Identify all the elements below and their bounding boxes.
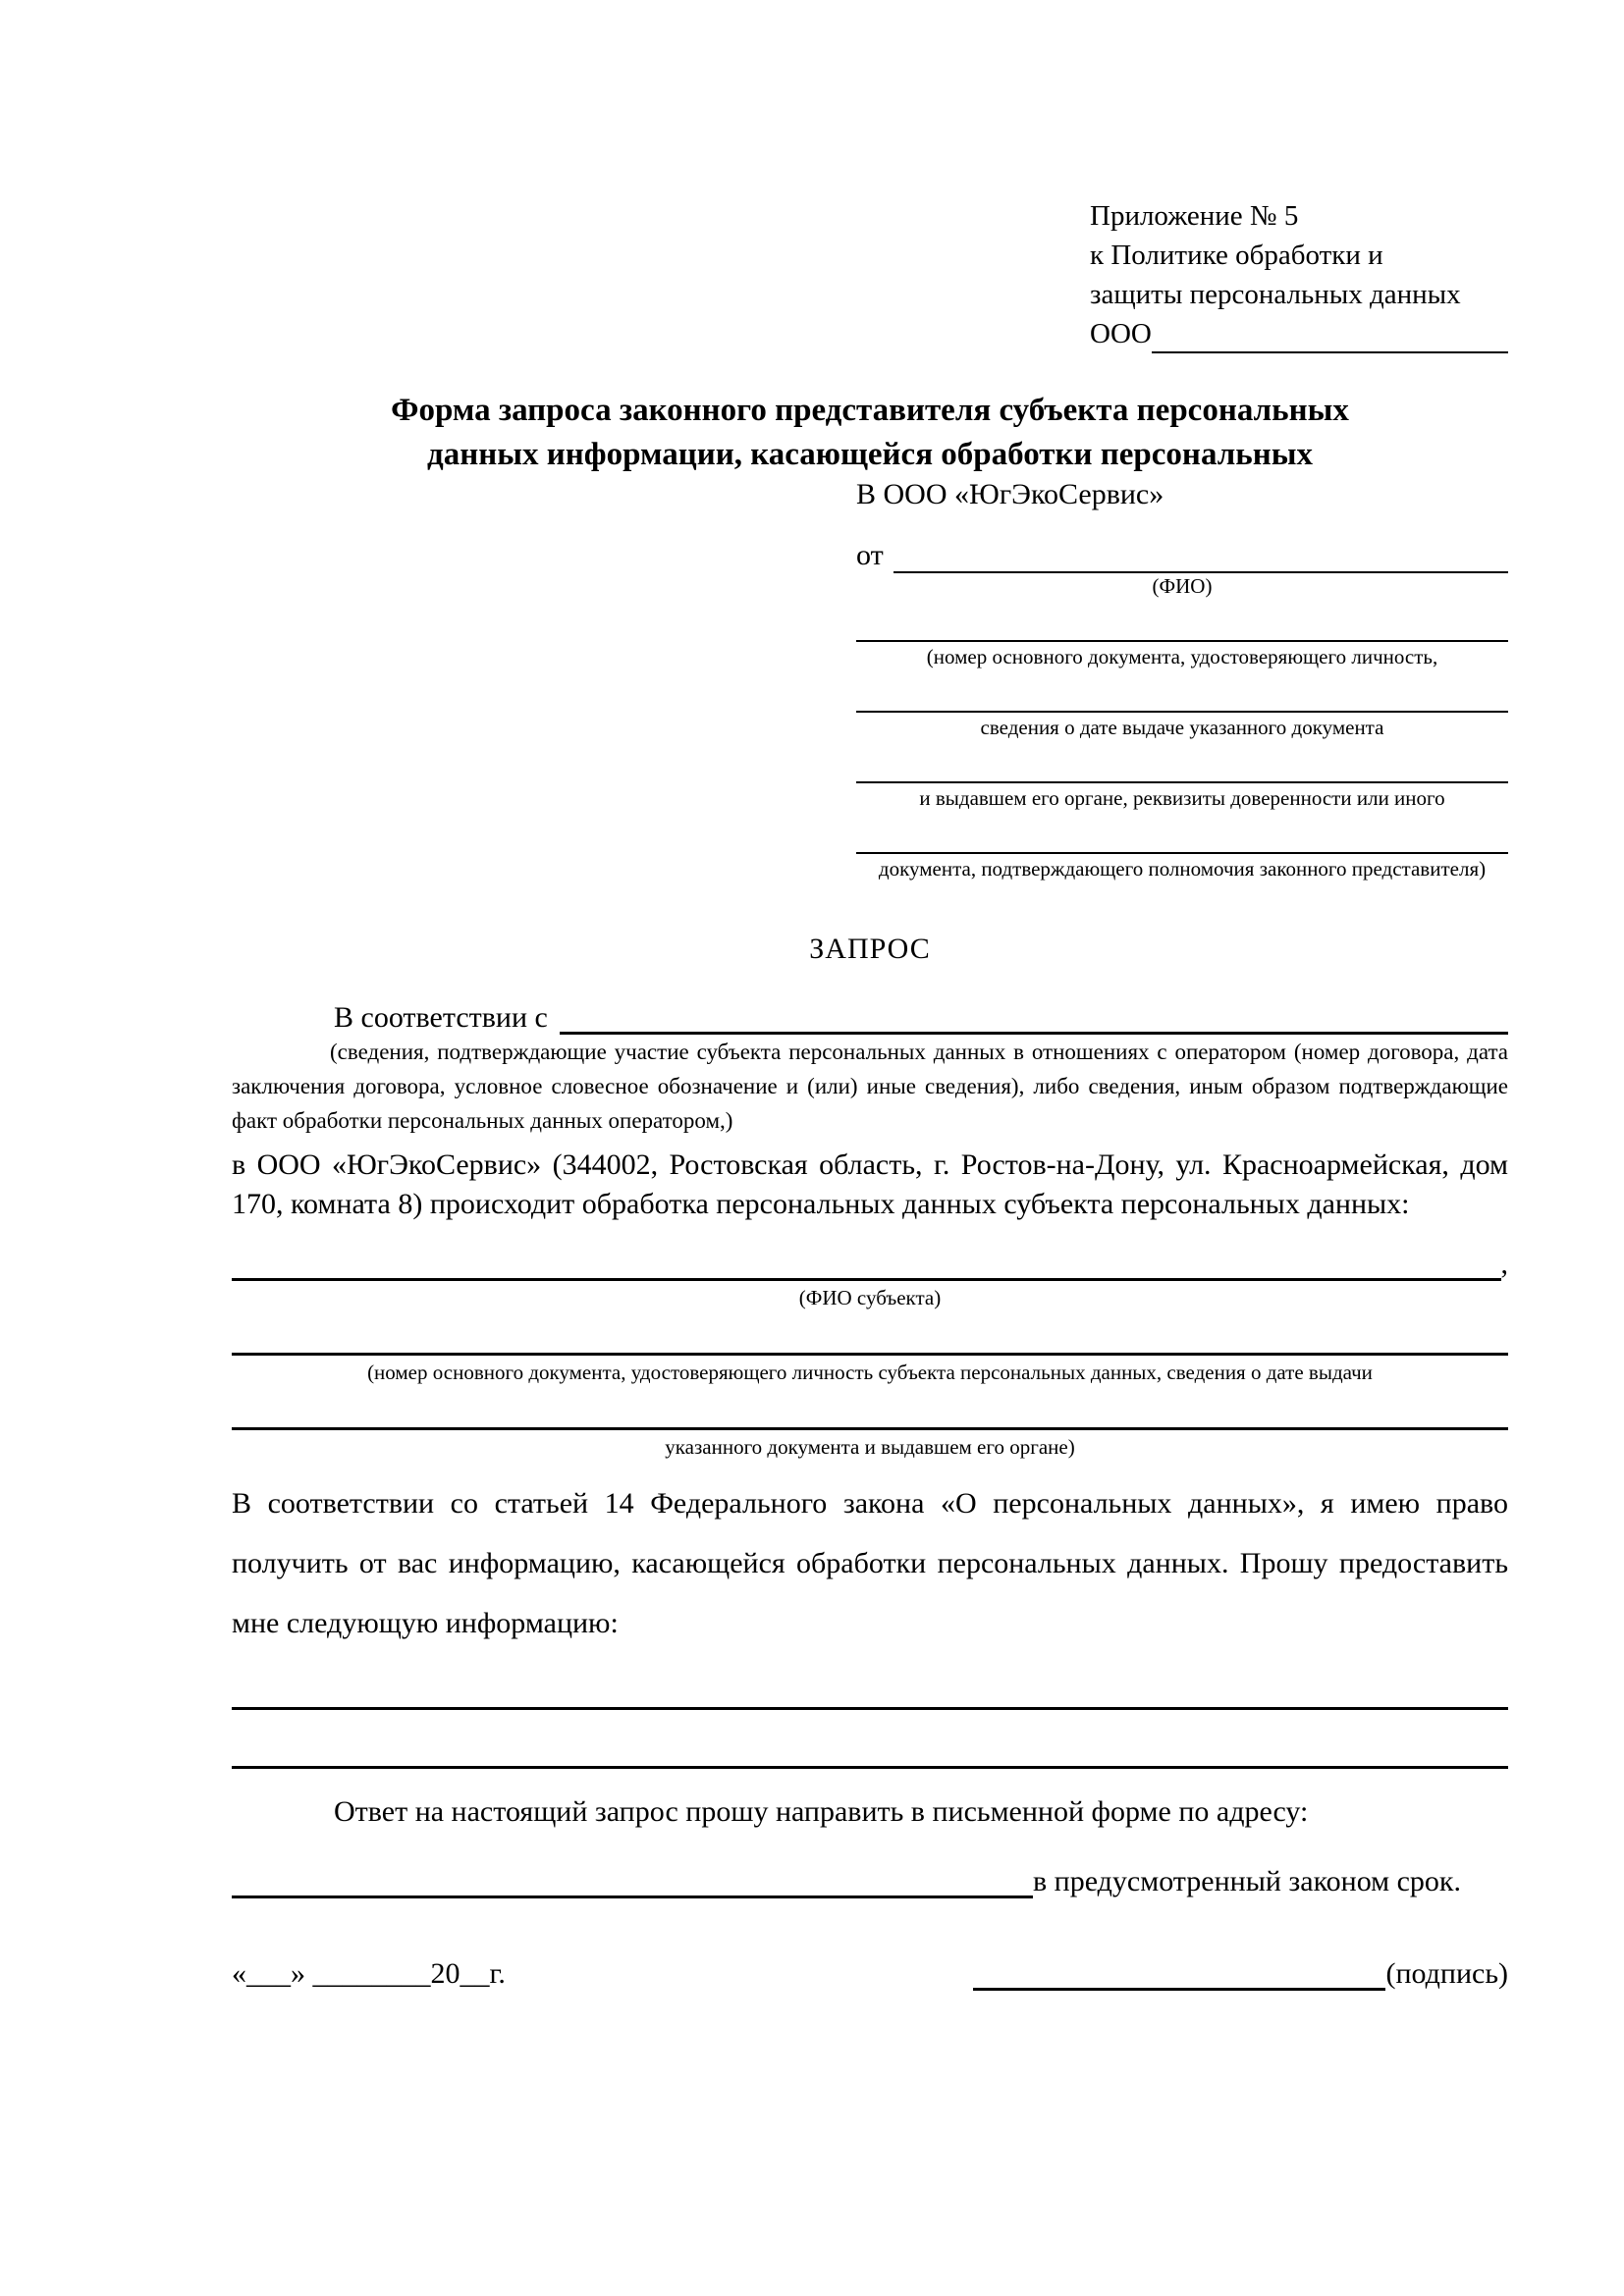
addressee-block: [856, 477, 1508, 881]
request-heading: ЗАПРОС: [809, 933, 931, 965]
blank-line: [232, 1310, 1508, 1356]
addressee-doc-group-4: [856, 811, 1508, 881]
blank-line: [232, 1252, 1501, 1281]
appendix-line-2: к Политике обработки и: [1090, 240, 1383, 271]
intro-row: [232, 1001, 1508, 1035]
blank-line: [232, 1385, 1508, 1430]
from-blank-line: [893, 540, 1508, 573]
addressee-doc-group-1: [856, 599, 1508, 669]
doc-caption-2: сведения о дате выдаче указанного документа: [980, 716, 1384, 739]
addressee-to: В ООО «ЮгЭкоСервис»: [856, 478, 1164, 510]
footer-row: [232, 1957, 1508, 1991]
signature-caption: (подпись): [1385, 1957, 1508, 1990]
subject-doc-caption-2: указанного документа и выдавшем его органе): [665, 1435, 1075, 1459]
law-paragraph: В соответствии со статьей 14 Федерального закона «О персональных данных», я имею право получить от вас информацию, касающейся обработки персональных данных. Прошу предоставить мне следующую информацию:: [232, 1487, 1508, 1639]
appendix-block: [1090, 196, 1508, 353]
subject-doc-group-1: [232, 1310, 1508, 1385]
intro-label: В соответствии с: [334, 1001, 548, 1034]
from-row: [856, 538, 1508, 573]
blank-line: [232, 1710, 1508, 1769]
appendix-line-1: Приложение № 5: [1090, 200, 1299, 232]
ooo-label: ООО: [1090, 318, 1152, 349]
fio-caption: (ФИО): [1152, 574, 1213, 598]
date-blank: «___» ________20__г.: [232, 1957, 506, 1990]
blank-line: [856, 599, 1508, 642]
appendix-ooo-row: [1090, 314, 1508, 353]
reply-address-row: [232, 1865, 1508, 1898]
addressee-doc-group-3: [856, 740, 1508, 811]
blank-line: [232, 1653, 1508, 1710]
address-blank-line: [232, 1865, 1033, 1898]
blank-line: [856, 811, 1508, 854]
blank-line: [856, 740, 1508, 783]
reply-paragraph: Ответ на настоящий запрос прошу направить в письменной форме по адресу:: [334, 1795, 1309, 1828]
from-label: от: [856, 539, 884, 571]
doc-caption-1: (номер основного документа, удостоверяющего личность,: [926, 645, 1438, 668]
subject-fio-group: [232, 1248, 1508, 1310]
operator-paragraph: в ООО «ЮгЭкоСервис» (344002, Ростовская область, г. Ростов-на-Дону, ул. Красноармейская, дом 170, комната 8) происходит обработка персональных данных субъекта персональных данных:: [232, 1148, 1508, 1220]
blank-line: [856, 669, 1508, 713]
signature-blank-line: [973, 1957, 1385, 1991]
subject-doc-group-2: [232, 1385, 1508, 1460]
addressee-doc-group-2: [856, 669, 1508, 740]
signature-area: [973, 1957, 1508, 1991]
appendix-line-3: защиты персональных данных: [1090, 279, 1461, 310]
title-line-1: Форма запроса законного представителя субъекта персональных: [391, 393, 1349, 428]
ooo-blank-line: [1152, 322, 1508, 353]
subject-fio-caption: (ФИО субъекта): [798, 1286, 942, 1309]
doc-caption-4: документа, подтверждающего полномочия законного представителя): [878, 857, 1487, 881]
title-line-2: данных информации, касающейся обработки персональных: [427, 437, 1313, 472]
doc-caption-3: и выдавшем его органе, реквизиты доверенности или иного: [919, 786, 1445, 810]
reply-tail: в предусмотренный законом срок.: [1033, 1865, 1461, 1897]
document-title: [232, 389, 1508, 477]
subject-doc-caption-1: (номер основного документа, удостоверяющего личность субъекта персональных данных, сведения о дате выдачи: [367, 1361, 1373, 1384]
subject-fio-row: [232, 1248, 1508, 1281]
fine-print-caption: (сведения, подтверждающие участие субъекта персональных данных в отношениях с оператором (номер договора, дата заключения договора, условное словесное обозначение и (или) иные сведения), либо сведения, иным образом подтверждающие факт обработки персональных данных оператором,): [232, 1040, 1508, 1133]
intro-blank-line: [560, 1001, 1508, 1035]
trailing-comma: ,: [1500, 1248, 1508, 1280]
